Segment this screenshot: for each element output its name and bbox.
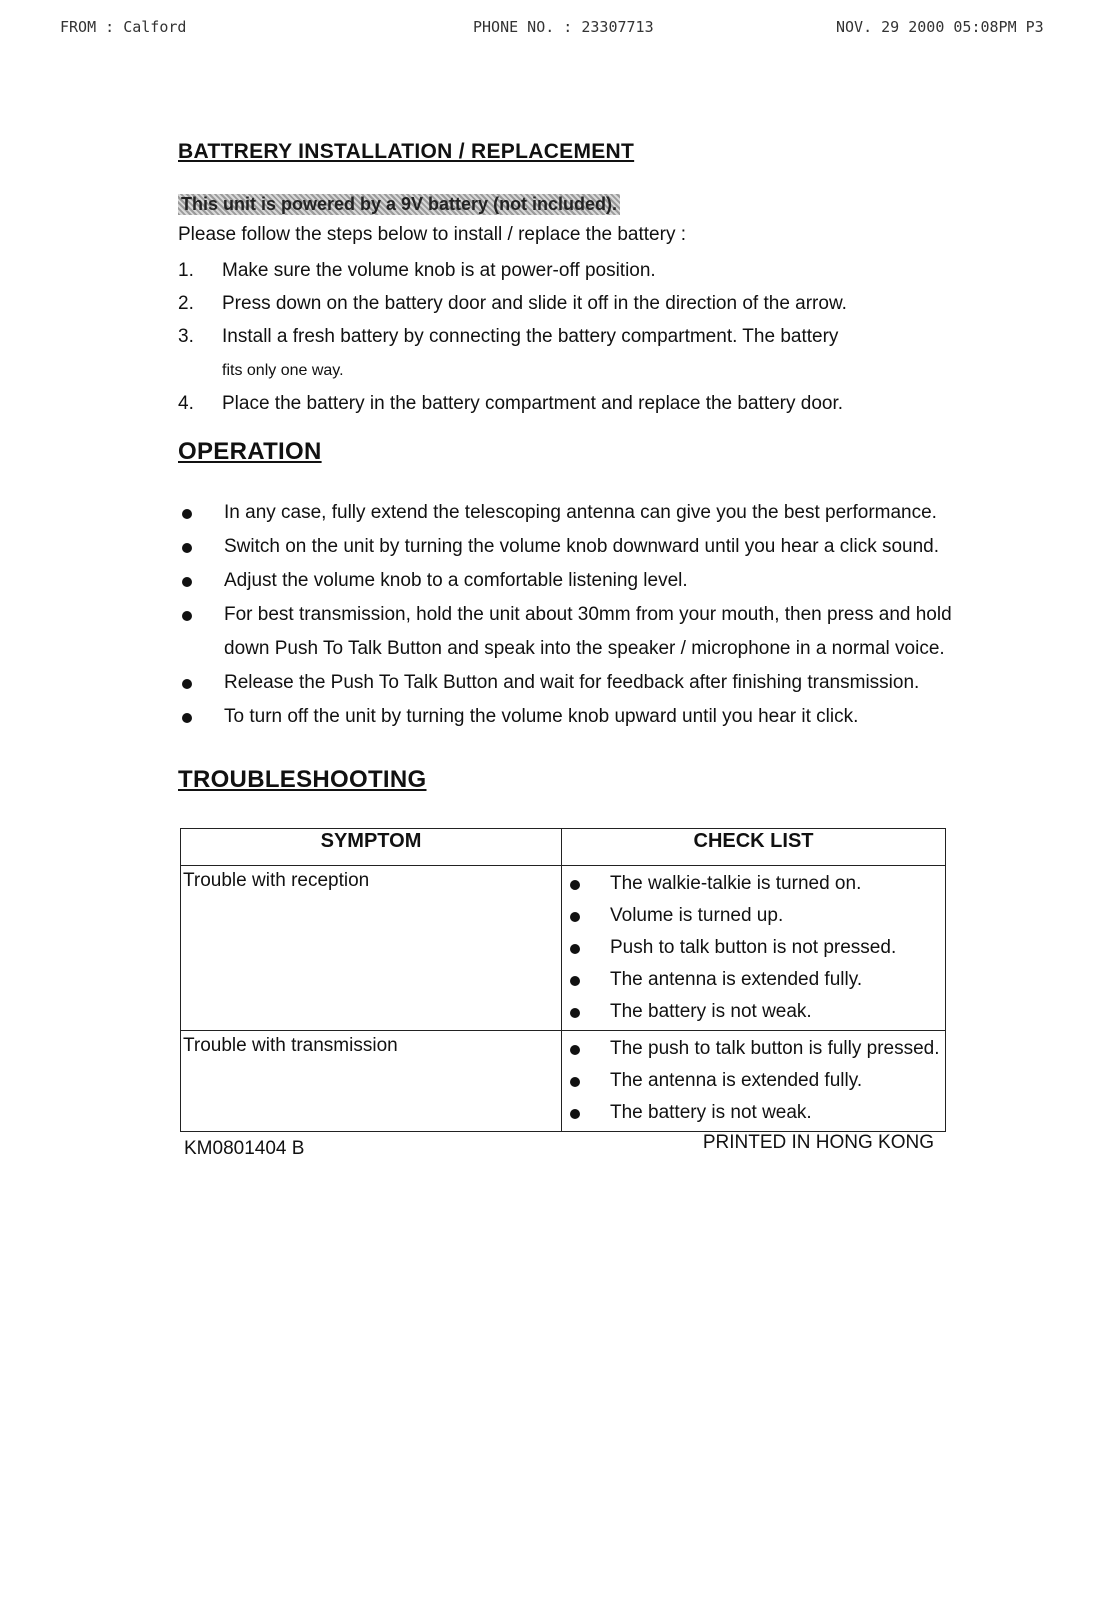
checklist-item bbox=[562, 932, 945, 964]
checklist-item bbox=[562, 868, 945, 900]
checklist-item bbox=[562, 900, 945, 932]
check-text: The walkie-talkie is turned on. bbox=[610, 873, 862, 894]
step-number: 2. bbox=[178, 293, 194, 314]
document-body bbox=[178, 140, 968, 1168]
bullet-icon bbox=[570, 976, 580, 986]
fax-from: FROM : Calford bbox=[60, 18, 187, 36]
checklist-cell bbox=[562, 1031, 946, 1132]
check-text: The battery is not weak. bbox=[610, 1102, 812, 1123]
document-footer bbox=[178, 1132, 944, 1168]
symptom-cell: Trouble with transmission bbox=[181, 1031, 562, 1132]
table-row bbox=[181, 866, 946, 1031]
operation-text: To turn off the unit by turning the volume knob upward until you hear it click. bbox=[224, 706, 859, 727]
step-text-continued: fits only one way. bbox=[222, 362, 344, 379]
battery-step bbox=[178, 254, 968, 287]
printed-in: PRINTED IN HONG KONG bbox=[702, 1132, 934, 1153]
operation-item bbox=[178, 666, 968, 700]
checklist-header: CHECK LIST bbox=[562, 829, 946, 866]
checklist bbox=[562, 868, 945, 1028]
bullet-icon bbox=[570, 880, 580, 890]
bullet-icon bbox=[570, 912, 580, 922]
operation-text: Switch on the unit by turning the volume knob downward until you hear a click sound. bbox=[224, 536, 940, 557]
symptom-cell: Trouble with reception bbox=[181, 866, 562, 1031]
battery-steps-list bbox=[178, 254, 968, 420]
bullet-icon bbox=[182, 509, 192, 519]
troubleshooting-section-title: TROUBLESHOOTING bbox=[178, 766, 427, 793]
operation-section-title: OPERATION bbox=[178, 438, 322, 465]
step-number: 1. bbox=[178, 260, 194, 281]
operation-text: Release the Push To Talk Button and wait for feedback after finishing transmission. bbox=[224, 672, 920, 693]
bullet-icon bbox=[570, 944, 580, 954]
checklist-item bbox=[562, 1065, 945, 1097]
battery-highlight-note: This unit is powered by a 9V battery (not included). bbox=[178, 194, 620, 215]
bullet-icon bbox=[182, 611, 192, 621]
fax-header bbox=[0, 18, 1112, 42]
check-text: Volume is turned up. bbox=[610, 905, 784, 926]
operation-item bbox=[178, 598, 968, 666]
troubleshooting-table bbox=[180, 828, 946, 1132]
bullet-icon bbox=[570, 1045, 580, 1055]
battery-step bbox=[178, 387, 968, 420]
symptom-header: SYMPTOM bbox=[181, 829, 562, 866]
step-number: 4. bbox=[178, 393, 194, 414]
battery-section-title: BATTRERY INSTALLATION / REPLACEMENT bbox=[178, 140, 635, 163]
operation-item bbox=[178, 530, 968, 564]
table-row bbox=[181, 1031, 946, 1132]
checklist-item bbox=[562, 1097, 945, 1129]
bullet-icon bbox=[182, 679, 192, 689]
battery-step bbox=[178, 320, 968, 387]
checklist-item bbox=[562, 996, 945, 1028]
operation-text: In any case, fully extend the telescoping antenna can give you the best performance. bbox=[224, 502, 937, 523]
operation-item bbox=[178, 564, 968, 598]
check-text: The push to talk button is fully pressed. bbox=[610, 1038, 940, 1059]
operation-text: Adjust the volume knob to a comfortable listening level. bbox=[224, 570, 688, 591]
battery-step bbox=[178, 287, 968, 320]
fax-phone: PHONE NO. : 23307713 bbox=[473, 18, 654, 36]
bullet-icon bbox=[570, 1008, 580, 1018]
step-text: Install a fresh battery by connecting the battery compartment. The battery bbox=[222, 326, 839, 347]
model-code: KM0801404 B bbox=[184, 1138, 305, 1159]
bullet-icon bbox=[570, 1077, 580, 1087]
operation-text: For best transmission, hold the unit about 30mm from your mouth, then press and hold down Push To Talk Button and speak into the speaker / microphone in a normal voice. bbox=[224, 604, 952, 659]
step-text: Make sure the volume knob is at power-off position. bbox=[222, 260, 656, 281]
bullet-icon bbox=[182, 543, 192, 553]
bullet-icon bbox=[182, 713, 192, 723]
step-number: 3. bbox=[178, 326, 194, 347]
checklist-item bbox=[562, 964, 945, 996]
check-text: The antenna is extended fully. bbox=[610, 1070, 863, 1091]
check-text: The battery is not weak. bbox=[610, 1001, 812, 1022]
checklist bbox=[562, 1033, 945, 1129]
bullet-icon bbox=[182, 577, 192, 587]
step-text: Press down on the battery door and slide it off in the direction of the arrow. bbox=[222, 293, 847, 314]
checklist-cell bbox=[562, 866, 946, 1031]
battery-intro: Please follow the steps below to install / replace the battery : bbox=[178, 224, 686, 245]
table-header-row bbox=[181, 829, 946, 866]
step-text: Place the battery in the battery compartment and replace the battery door. bbox=[222, 393, 844, 414]
operation-item bbox=[178, 700, 968, 734]
check-text: The antenna is extended fully. bbox=[610, 969, 863, 990]
bullet-icon bbox=[570, 1109, 580, 1119]
fax-datetime: NOV. 29 2000 05:08PM P3 bbox=[836, 18, 1044, 36]
check-text: Push to talk button is not pressed. bbox=[610, 937, 897, 958]
checklist-item bbox=[562, 1033, 945, 1065]
operation-item bbox=[178, 496, 968, 530]
operation-list bbox=[178, 496, 968, 734]
